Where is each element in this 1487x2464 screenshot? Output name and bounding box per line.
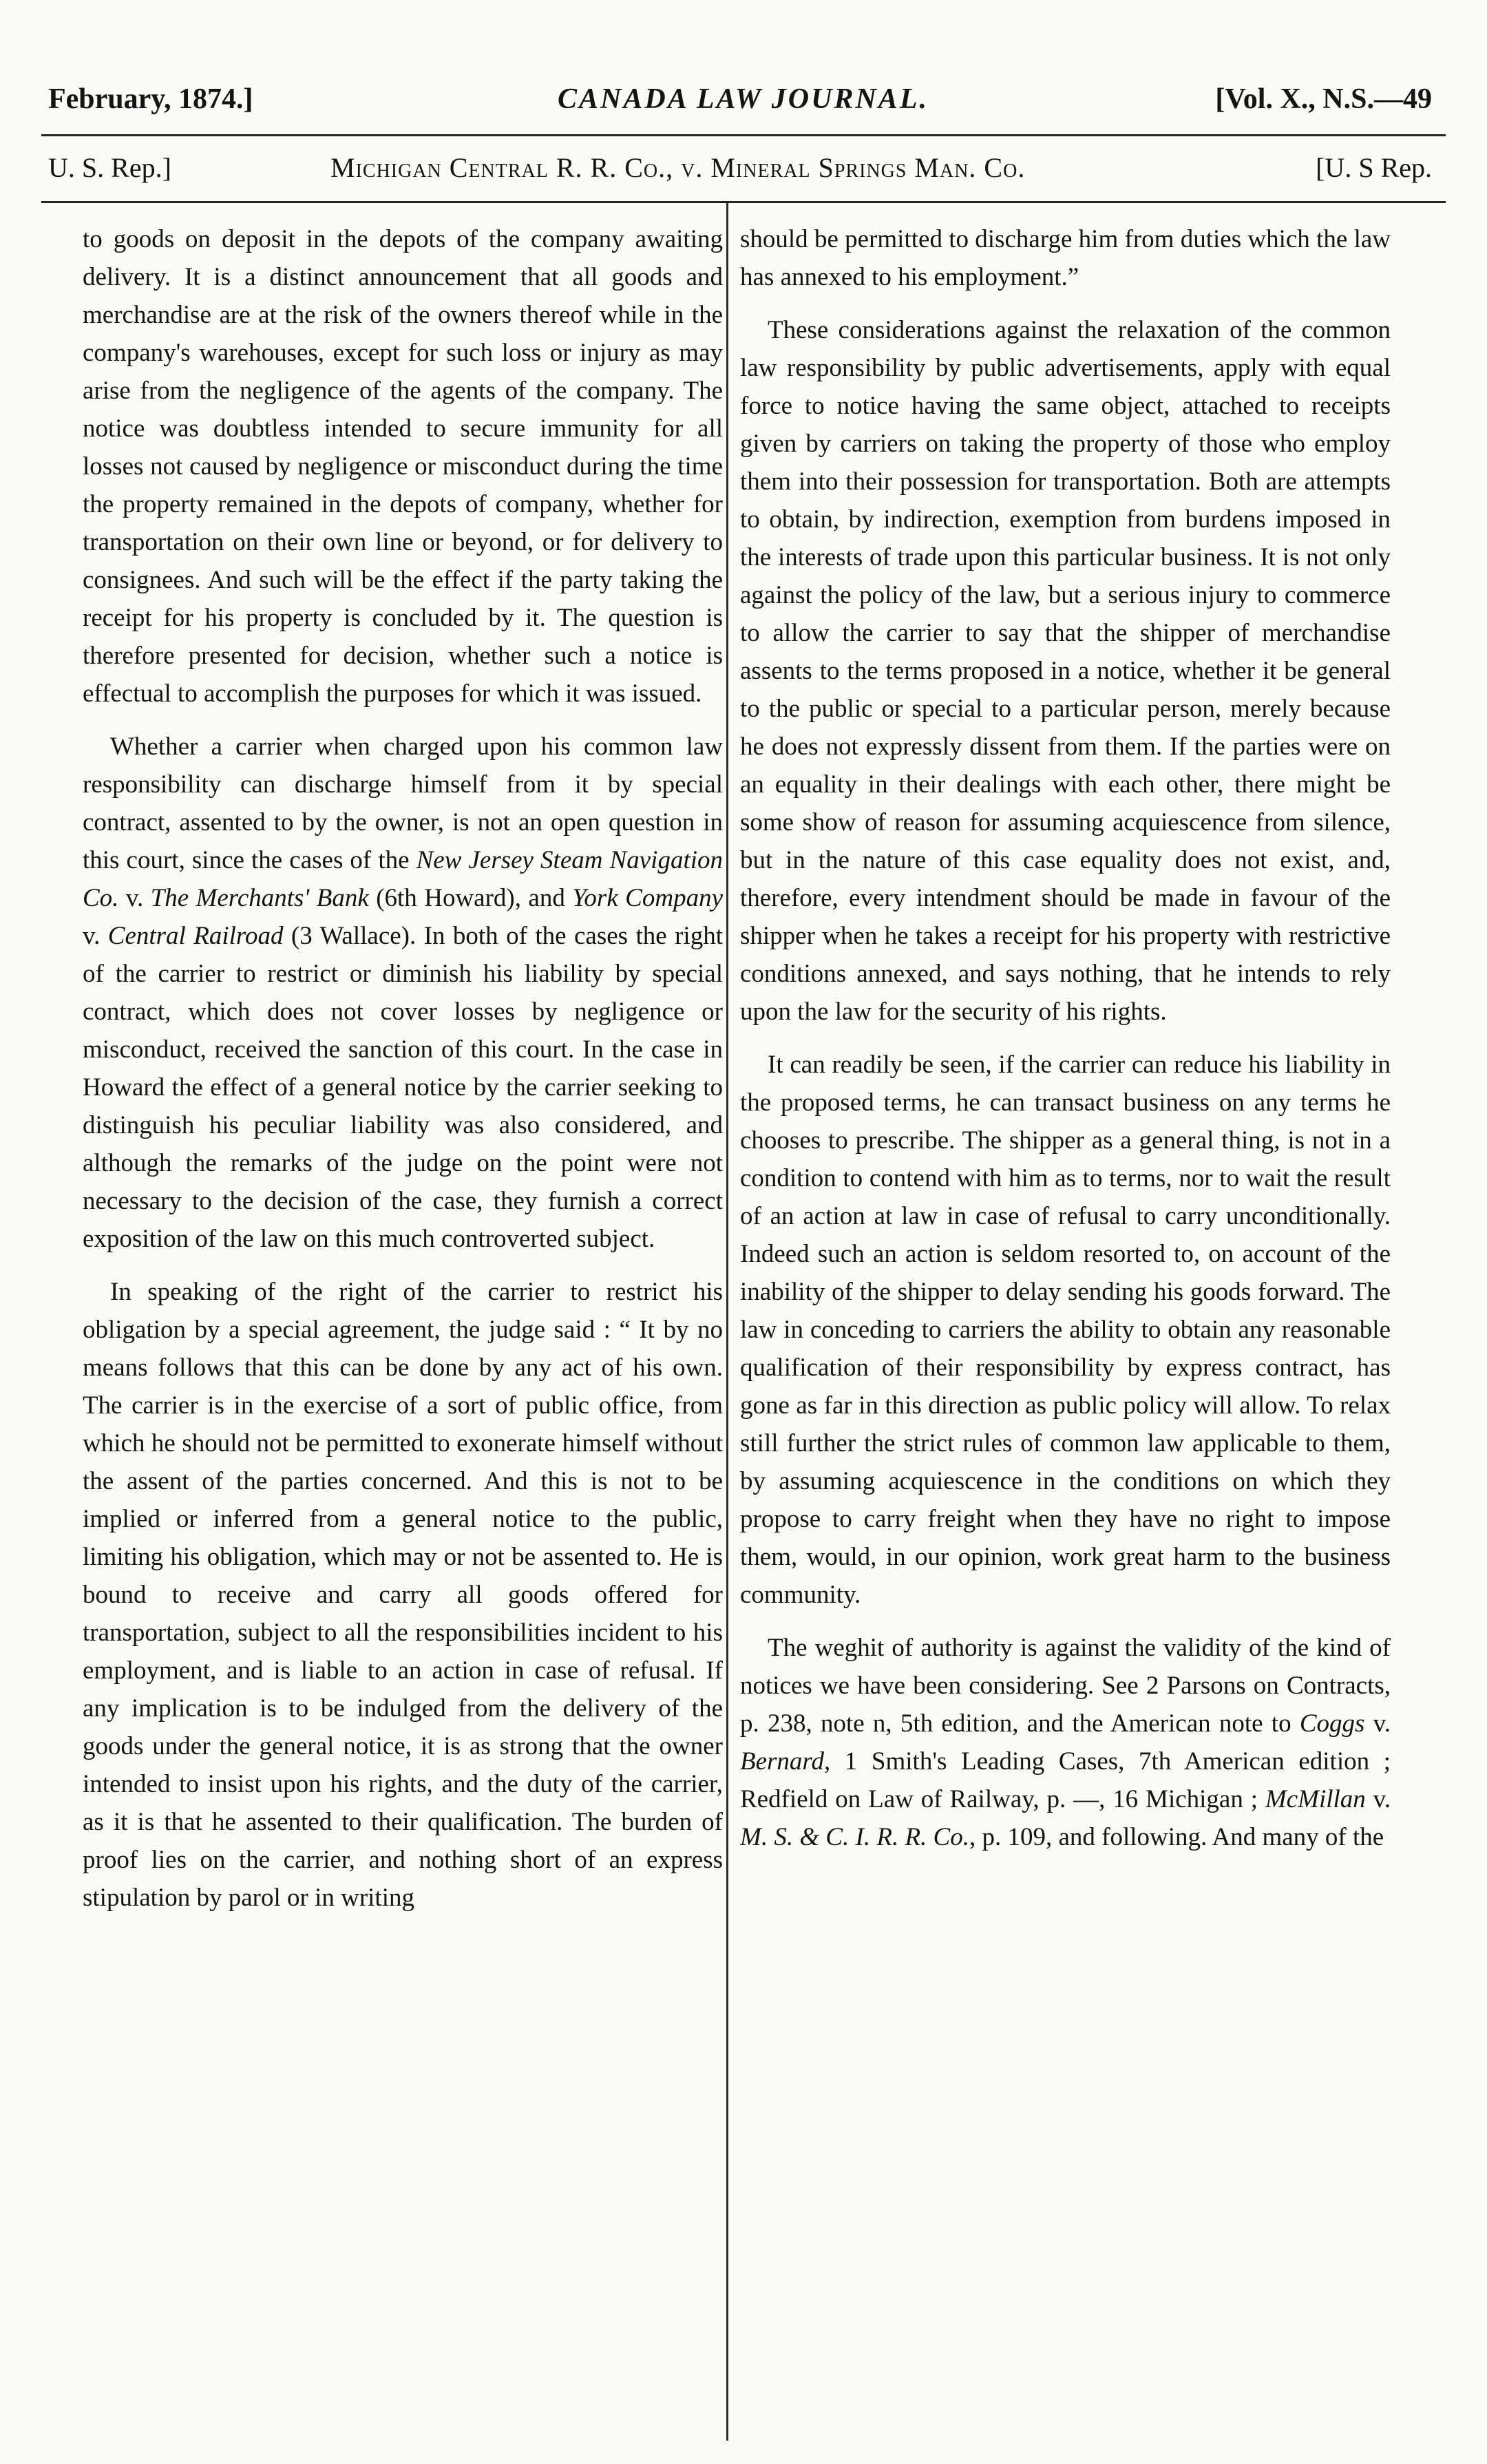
- paragraph: In speaking of the right of the carrier to restrict his obligation by a special agreement, the judge said : “ It by no means follows that this can be done by any act of his own. The carrier is in the exercise of a sort of public office, from which he should not be permitted to exonerate himself without the assent of the parties concerned. And this is not to be implied or inferred from a general notice to the public, limiting his obligation, which may or not be assented to. He is bound to receive and carry all goods offered for transportation, subject to all the responsibilities incident to his employment, and is liable to an action in case of refusal. If any implication is to be indulged from the delivery of the goods under the general notice, it is as strong that the owner intended to insist upon his rights, and the duty of the carrier, as it is that he assented to their qualification. The burden of proof lies on the carrier, and nothing short of an express stipulation by parol or in writing: [83, 1278, 723, 1912]
- case-citation: McMillan: [1265, 1785, 1366, 1813]
- case-title: Michigan Central R. R. Co., v. Mineral Springs Man. Co.: [330, 152, 1026, 183]
- header-rule: [41, 134, 1446, 136]
- issue-date: February, 1874.]: [48, 83, 253, 115]
- case-citation: Bernard: [740, 1747, 824, 1776]
- paragraph: These considerations against the relaxation of the common law responsibility by public advertisements, apply with equal force to notice having the same object, attached to receipts given by carriers on taking the property of those who employ them into their possession for transportation. Both are attempts to obtain, by indirection, exemption from burdens imposed in the interests of trade upon this particular business. It is not only against the policy of the law, but a serious injury to commerce to allow the carrier to say that the shipper of merchandise assents to the terms proposed in a notice, whether it be general to the public or special to a particular person, merely because he does not expressly dissent from them. If the parties were on an equality in their dealings with each other, there might be some show of reason for assuming acquiescence from silence, but in the nature of this case equality does not exist, and, therefore, every intendment should be made in favour of the shipper when he takes a receipt for his property with restrictive conditions annexed, and says nothing, that he intends to rely upon the law for the security of his rights.: [740, 316, 1391, 1026]
- case-citation: York Company: [572, 884, 723, 912]
- journal-title: CANADA LAW JOURNAL.: [558, 83, 929, 115]
- paragraph: to goods on deposit in the depots of the company awaiting delivery. It is a distinct announcement that all goods and merchandise are at the risk of the owners thereof while in the company's warehouses, except for such loss or injury as may arise from the negligence of the agents of the company. The notice was doubtless intended to secure immunity for all losses not caused by negligence or misconduct during the time the property remained in the depots of company, whether for transportation on their own line or beyond, or for delivery to consignees. And such will be the effect if the party taking the receipt for his property is concluded by it. The question is therefore presented for decision, whether such a notice is effectual to accomplish the purposes for which it was issued.: [83, 225, 723, 708]
- case-citation: Coggs: [1299, 1709, 1365, 1738]
- paragraph: Whether a carrier when charged upon his common law responsibility can discharge himself from it by special contract, assented to by the owner, is not an open question in this court, since the cases of the New Jersey Steam Navigation Co. v. The Merchants' Bank (6th Howard), and York Company v. Central Railroad (3 Wallace). In both of the cases the right of the carrier to restrict or diminish his liability by special contract, which does not cover losses by negligence or misconduct, received the sanction of this court. In the case in Howard the effect of a general notice by the carrier seeking to distinguish his peculiar liability was also considered, and although the remarks of the judge on the point were not necessary to the decision of the case, they furnish a correct exposition of the law on this much controverted subject.: [83, 733, 723, 1253]
- running-head-right: [U. S Rep.: [1316, 152, 1432, 183]
- paragraph: The weghit of authority is against the validity of the kind of notices we have been considering. See 2 Parsons on Contracts, p. 238, note n, 5th edition, and the American note to Coggs v. Bernard, 1 Smith's Leading Cases, 7th American edition ; Redfield on Law of Railway, p. —, 16 Michigan ; McMillan v. M. S. & C. I. R. R. Co., p. 109, and following. And many of the: [740, 1634, 1391, 1851]
- case-citation: The Merchants' Bank: [150, 884, 369, 912]
- page-header: [41, 76, 1446, 131]
- running-head-left: U. S. Rep.]: [48, 152, 171, 183]
- right-column: [740, 220, 1391, 2423]
- case-citation: Central Railroad: [107, 922, 284, 950]
- paragraph: should be permitted to discharge him from duties which the law has annexed to his employment.”: [740, 225, 1391, 291]
- paragraph: It can readily be seen, if the carrier can reduce his liability in the proposed terms, he can transact business on any terms he chooses to prescribe. The shipper as a general thing, is not in a condition to contend with him as to terms, nor to wait the result of an action at law in case of refusal to carry unconditionally. Indeed such an action is seldom resorted to, on account of the inability of the shipper to delay sending his goods forward. The law in conceding to carriers the ability to obtain any reasonable qualification of their responsibility by express contract, has gone as far in this direction as public policy will allow. To relax still further the strict rules of common law applicable to them, by assuming acquiescence in the conditions on which they propose to carry freight when they have no right to impose them, would, in our opinion, work great harm to the business community.: [740, 1051, 1391, 1609]
- volume-page: [Vol. X., N.S.—49: [1215, 83, 1432, 115]
- case-citation: M. S. & C. I. R. R. Co.: [740, 1823, 969, 1851]
- left-column: [83, 220, 723, 2423]
- running-head-rule: [41, 201, 1446, 203]
- column-divider: [726, 203, 728, 2441]
- case-citation: New Jersey Steam Navigation Co.: [83, 846, 723, 912]
- running-head: [41, 145, 1446, 200]
